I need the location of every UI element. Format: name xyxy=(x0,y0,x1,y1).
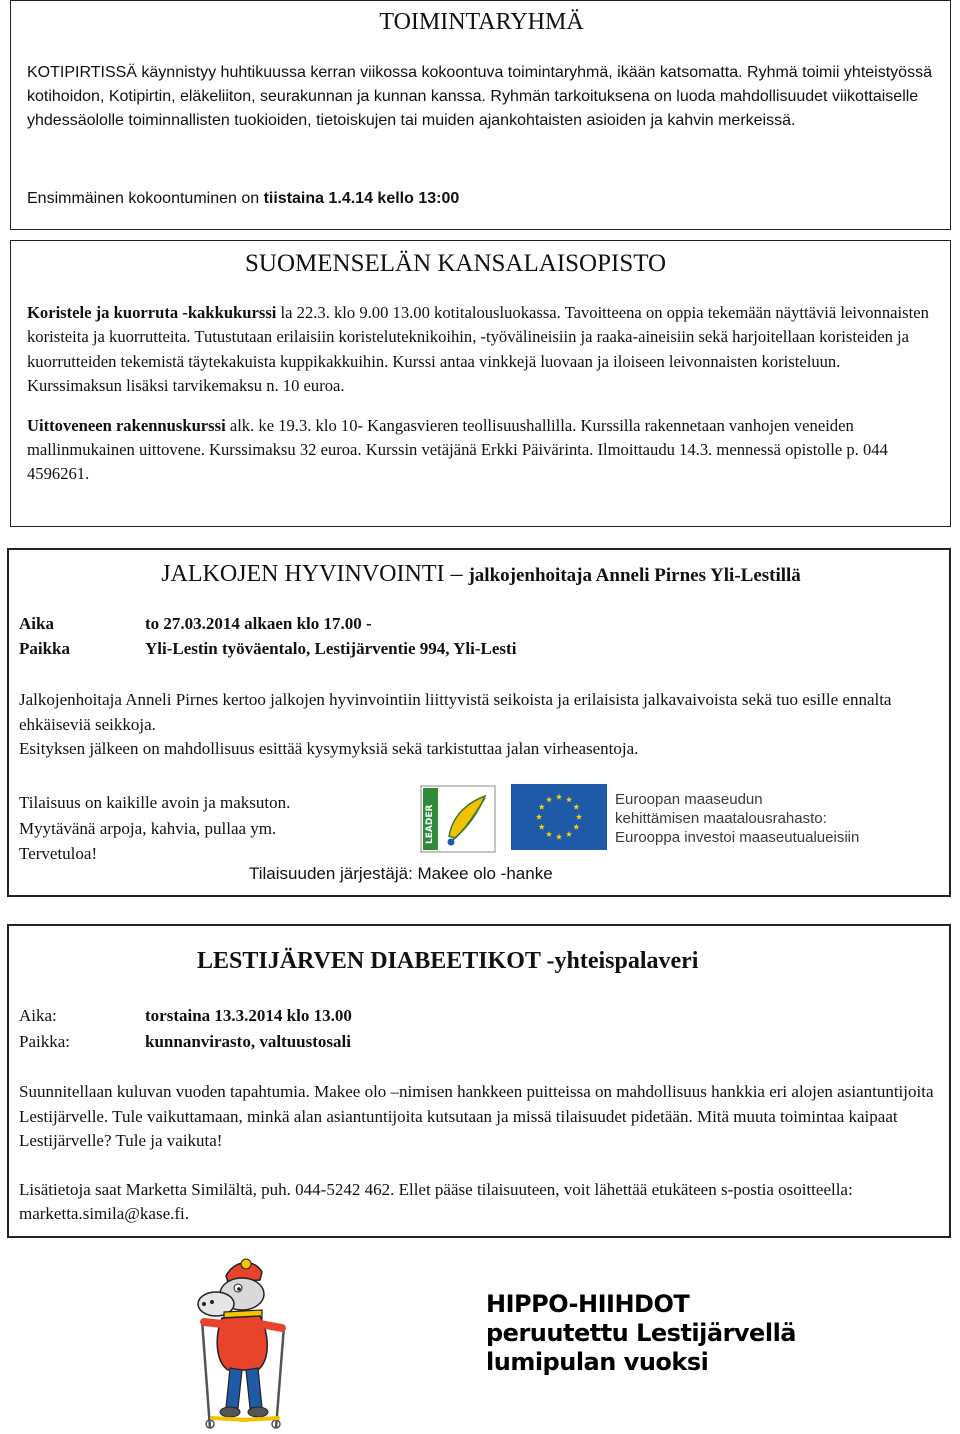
diabeetikot-time-label: Aika: xyxy=(19,1006,57,1025)
section-title-toimintaryhma: TOIMINTARYHMÄ xyxy=(379,9,584,35)
jalkojen-info xyxy=(19,790,290,867)
kansalaisopisto-courses xyxy=(27,301,937,502)
jalkojen-info-1: Tilaisuus on kaikille avoin ja maksuton. xyxy=(19,793,291,812)
diabeetikot-body-2: Lisätietoja saat Marketta Similältä, puh. 044-5242 462. Ellet pääse tilaisuuteen, voit lähettää etukäteen s-postia osoitteella: marketta.simila@kase.fi. xyxy=(19,1179,853,1223)
jalkojen-body-1: Jalkojenhoitaja Anneli Pirnes kertoo jalkojen hyvinvointiin liittyvistä seikoista ja erilaisista jalkavaivoista sekä tuo esille ennalta ehkäiseviä seikkoja. xyxy=(19,690,892,734)
section-toimintaryhma xyxy=(10,0,951,230)
leader-logo-text: LEADER xyxy=(425,804,435,844)
jalkojen-time-label: Aika xyxy=(19,614,54,633)
diabeetikot-place-row xyxy=(19,1030,351,1054)
jalkojen-info-2: Myytävänä arpoja, kahvia, pullaa ym. xyxy=(19,818,277,838)
eu-fund-text-3: Eurooppa investoi maaseutualueisiin xyxy=(615,829,860,846)
jalkojen-time-value: to 27.03.2014 alkaen klo 17.00 - xyxy=(145,614,372,633)
jalkojen-info-3: Tervetuloa! xyxy=(19,844,98,863)
jalkojen-body-2: Esityksen jälkeen on mahdollisuus esittää kysymyksiä sekä tarkistuttaa jalan virheasentoja. xyxy=(19,739,639,758)
section-title-kansalaisopisto: SUOMENSELÄN KANSALAISOPISTO xyxy=(245,250,667,277)
hippo-notice-line-1: HIPPO-HIIHDOT xyxy=(486,1290,690,1318)
section-title-jalkojen xyxy=(9,558,953,592)
section-jalkojen-hyvinvointi xyxy=(7,548,951,897)
hippo-skier-illustration xyxy=(188,1258,296,1434)
course-cake-text: la 22.3. klo 9.00 13.00 kotitalousluokassa. Tavoitteena on oppia tekemään näyttäviä leivonnaisten koristeita ja kuorrutteita. Tutustutaan erilaisiin koristeluteknikoihin, -työvälineisiin ja raaka-aineisiin sekä harjoitellaan koristeiden ja kuorrutteiden tekemistä täytekakuista kuppikakkuihin. Kurssi antaa vinkkejä luovaan ja iloiseen leivonnaisten koristeluun. Kurssimaksun lisäksi tarvikemaksu n. 10 euroa. xyxy=(27,303,929,396)
course-cake xyxy=(27,301,937,399)
section-kansalaisopisto xyxy=(10,240,951,527)
leader-logo xyxy=(419,784,497,854)
jalkojen-place-row xyxy=(19,637,516,661)
toimintaryhma-description: KOTIPIRTISSÄ käynnistyy huhtikuussa kerran viikossa kokoontuva toimintaryhmä, ikään katsomatta. Ryhmä toimii yhteistyössä kotihoidon, Kotipirtin, eläkeliiton, seurakunnan ja kunnan kanssa. Ryhmän tarkoituksena on luoda mahdollisuudet viikottaiselle yhdessäololle toiminnallisten tuokioiden, tietoiskujen tai muiden ajankohtaisten asioiden ja kahvin merkeissä. xyxy=(27,64,932,129)
course-boat-name: Uittoveneen rakennuskurssi xyxy=(27,415,226,435)
eu-flag-logo xyxy=(511,784,607,850)
jalkojen-title: JALKOJEN HYVINVOINTI xyxy=(161,561,445,587)
diabeetikot-place-label: Paikka: xyxy=(19,1032,70,1051)
diabeetikot-body-1: Suunnitellaan kuluvan vuoden tapahtumia. Makee olo –nimisen hankkeen puitteissa on mahdollisuus hankkia eri alojen asiantuntijoita Lestijärvelle. Tule vaikuttamaan, minkä alan asiantuntijoita kutsutaan ja missä tilaisuudet pidetään. Mitä muuta toimintaa kaipaat Lestijärvelle? Tule ja vaikuta! xyxy=(19,1082,934,1150)
jalkojen-time-row xyxy=(19,612,372,636)
jalkojen-title-dash: – xyxy=(444,561,469,587)
jalkojen-description xyxy=(19,688,944,762)
diabeetikot-description xyxy=(19,1080,947,1251)
first-meeting-line xyxy=(27,187,459,211)
first-meeting-prefix: Ensimmäinen kokoontuminen on xyxy=(27,190,264,207)
hippo-cancellation-notice xyxy=(486,1290,796,1377)
eu-fund-text xyxy=(615,790,859,847)
diabeetikot-time-value: torstaina 13.3.2014 klo 13.00 xyxy=(145,1006,352,1025)
diabeetikot-time-row xyxy=(19,1004,352,1028)
eu-fund-text-2: kehittämisen maatalousrahasto: xyxy=(615,810,827,827)
section-diabeetikot xyxy=(7,924,951,1238)
jalkojen-organizer: Tilaisuuden järjestäjä: Makee olo -hanke xyxy=(249,864,553,883)
jalkojen-place-label: Paikka xyxy=(19,639,71,658)
jalkojen-place-value: Yli-Lestin työväentalo, Lestijärventie 994, Yli-Lesti xyxy=(145,639,517,658)
eu-fund-text-1: Euroopan maaseudun xyxy=(615,791,763,808)
jalkojen-subtitle: jalkojenhoitaja Anneli Pirnes Yli-Lestillä xyxy=(468,565,801,586)
course-boat xyxy=(27,414,937,487)
diabeetikot-place-value: kunnanvirasto, valtuustosali xyxy=(145,1032,351,1051)
course-boat-text: alk. ke 19.3. klo 10- Kangasvieren teollisuushallilla. Kurssilla rakennetaan vanhojen veneiden mallinmukainen uittovene. Kurssimaksu 32 euroa. Kurssin vetäjänä Erkki Päivärinta. Ilmoittaudu 14.3. mennessä opistolle p. 044 4596261. xyxy=(27,415,888,484)
course-cake-name: Koristele ja kuorruta -kakkukurssi xyxy=(27,303,277,322)
hippo-notice-line-3: lumipulan vuoksi xyxy=(486,1348,709,1376)
first-meeting-time: tiistaina 1.4.14 kello 13:00 xyxy=(263,190,460,207)
hippo-notice-line-2: peruutettu Lestijärvellä xyxy=(486,1319,796,1347)
section-title-diabeetikot: LESTIJÄRVEN DIABEETIKOT -yhteispalaveri xyxy=(197,948,699,974)
